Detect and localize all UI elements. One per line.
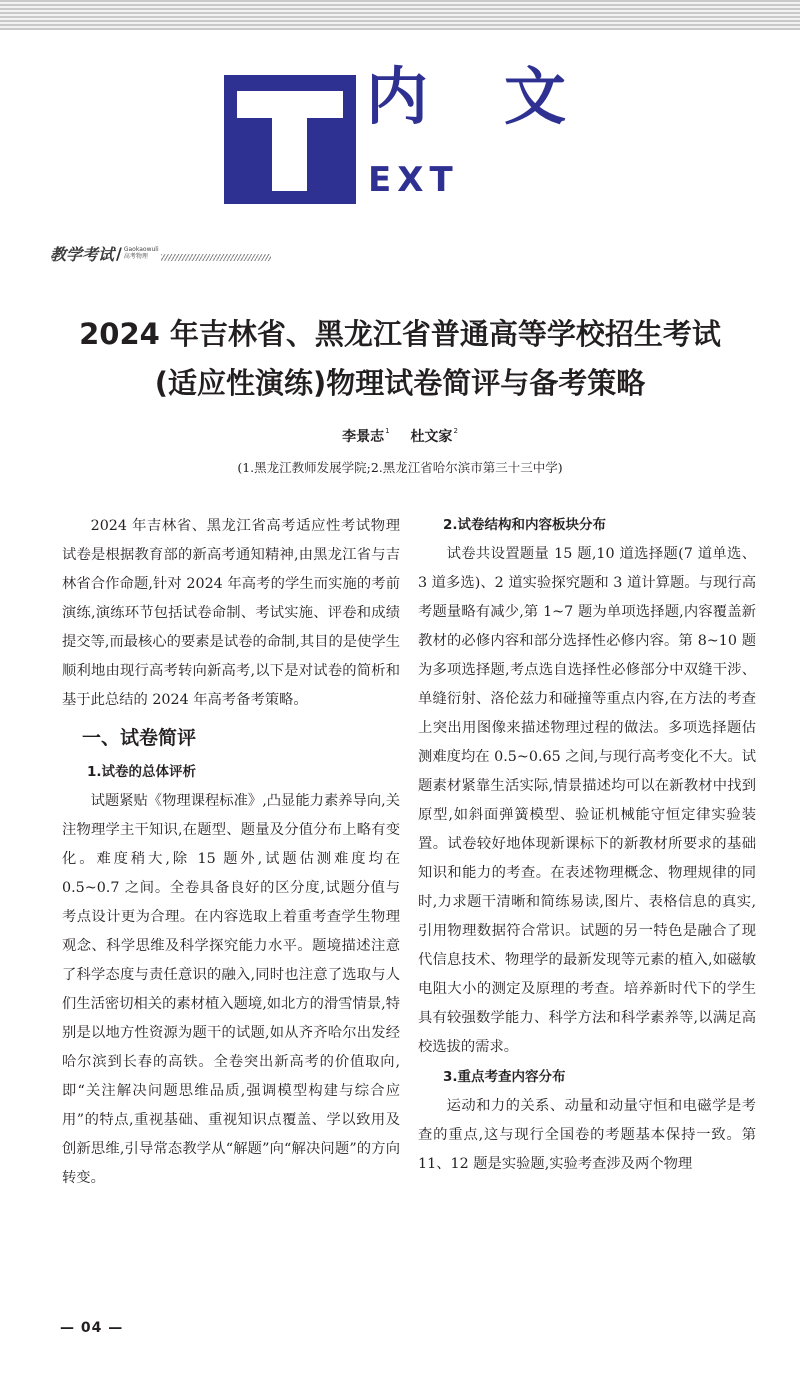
column-separator: /: [116, 243, 122, 263]
article-title: [40, 310, 760, 408]
column-hatch-decoration: [161, 254, 271, 261]
title-line-1: 2024 年吉林省、黑龙江省普通高等学校招生考试: [79, 317, 721, 351]
column-subname: 高考物理: [123, 253, 148, 260]
text-logo-icon: [224, 75, 356, 204]
column-pinyin: Gaokaowuli: [123, 246, 159, 253]
right-column: [418, 512, 756, 1179]
subsection-heading: 1.试卷的总体评析: [87, 764, 197, 780]
logo-chinese-char-2: 文: [503, 60, 566, 133]
header-stripes: [0, 0, 800, 30]
affiliation: (1.黑龙江教师发展学院;2.黑龙江省哈尔滨市第三十三中学): [237, 460, 563, 475]
body-paragraph: 试卷共设置题量 15 题,10 道选择题(7 道单选、3 道多选)、2 道实验探究题和 3 道计算题。与现行高考题量略有减少,第 1~7 题为单项选择题,内容覆盖新教材的必修内容和部分选择性必修内容。第 8~10 题为多项选择题,考点选自选择性必修部分中双缝干涉、单缝衍射、洛伦兹力和碰撞等重点内容,在方法的考查上突出用图像来描述物理过程的做法。多项选择题估测难度均在 0.5~0.65 之间,与现行高考变化不大。试题素材紧靠生活实际,情景描述均可以在新教材中找到原型,如斜面弹簧模型、验证机械能守恒定律实验装置。试卷较好地体现新课标下的新教材所要求的基础知识和能力的考查。在表述物理概念、物理规律的同时,力求题干清晰和简练易读,图片、表格信息的真实,引用物理数据符合常识。试题的另一特色是融合了现代信息技术、物理学的最新发现等元素的植入,如磁敏电阻大小的测定及原理的考查。培养新时代下的学生具有较强数学能力、科学方法和科学素养等,以满足高校选拔的需求。: [418, 546, 756, 1055]
logo-english-text: EXT: [368, 160, 459, 200]
body-paragraph: 运动和力的关系、动量和动量守恒和电磁学是考查的重点,这与现行全国卷的考题基本保持一致。第 11、12 题是实验题,实验考查涉及两个物理: [418, 1098, 756, 1172]
subsection-heading: 3.重点考查内容分布: [443, 1069, 566, 1085]
page-number: — 04 —: [60, 1320, 124, 1336]
body-paragraph: 试题紧贴《物理课程标准》,凸显能力素养导向,关注物理学主干知识,在题型、题量及分值分布上略有变化。难度稍大,除 15 题外,试题估测难度均在 0.5~0.7 之间。全卷具备良好的区分度,试题分值与考点设计更为合理。在内容选取上着重考查学生物理观念、科学思维及科学探究能力水平。题境描述注意了科学态度与责任意识的融入,同时也注意了选取与人们生活密切相关的素材植入题境,如北方的滑雪情景,特别是以地方性资源为题干的试题,如从齐齐哈尔出发经哈尔滨到长春的高铁。全卷突出新高考的价值取向,即“关注解决问题思维品质,强调模型构建与综合应用”的特点,重视基础、重视知识点覆盖、学以致用及创新思维,引导常态教学从“解题”向“解决问题”的方向转变。: [62, 793, 400, 1186]
author-2: 杜文家: [410, 429, 453, 445]
logo-t-stem: [272, 91, 307, 191]
column-name: 教学考试: [50, 244, 115, 264]
author-2-marker: 2: [453, 427, 458, 435]
left-column: [62, 512, 400, 1193]
column-side-label: [124, 246, 159, 260]
author-1-marker: 1: [385, 427, 390, 435]
column-tag: [50, 242, 271, 264]
author-line: [0, 426, 800, 446]
logo-chinese-char-1: 内: [366, 60, 429, 133]
intro-paragraph: 2024 年吉林省、黑龙江省高考适应性考试物理试卷是根据教育部的新高考通知精神,由黑龙江省与吉林省合作命题,针对 2024 年高考的学生而实施的考前演练,演练环节包括试卷命制、考试实施、评卷和成绩提交等,而最核心的要素是试卷的命制,其目的是使学生顺利地由现行高考转向新高考,以下是对试卷的简析和基于此总结的 2024 年高考备考策略。: [62, 518, 400, 708]
subsection-heading: 2.试卷结构和内容板块分布: [443, 517, 607, 533]
section-heading: 一、试卷简评: [82, 727, 197, 749]
title-line-2: (适应性演练)物理试卷简评与备考策略: [154, 366, 646, 400]
logo-chinese-text: [366, 62, 566, 132]
author-1: 李景志: [342, 429, 385, 445]
